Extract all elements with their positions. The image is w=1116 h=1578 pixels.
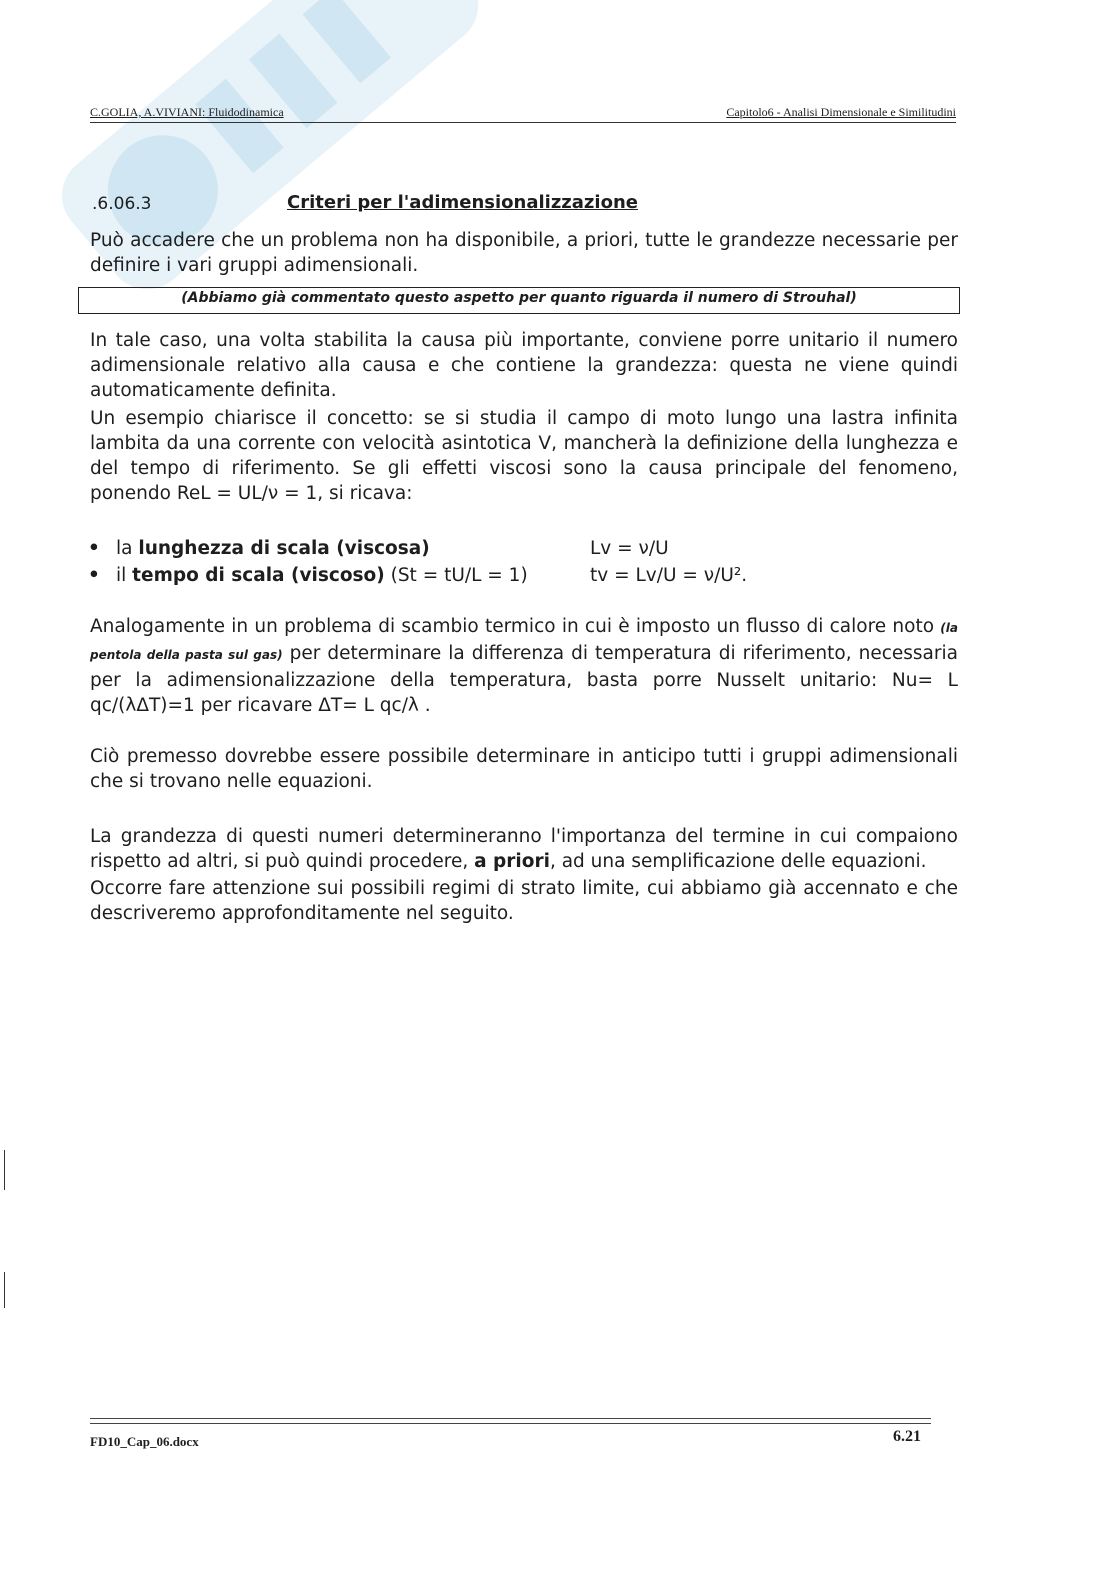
footer-filename: FD10_Cap_06.docx bbox=[90, 1434, 199, 1449]
footer-page-number: 6.21 bbox=[893, 1428, 921, 1445]
bullet-list bbox=[88, 538, 788, 592]
paragraph-6-emphasis: a priori bbox=[474, 851, 550, 872]
bullet-formula: Lv = ν/U bbox=[590, 538, 669, 559]
running-header bbox=[90, 100, 956, 123]
header-authors: C.GOLIA, A.VIVIANI: Fluidodinamica bbox=[90, 105, 284, 119]
section-heading bbox=[92, 192, 962, 220]
paragraph-1: Può accadere che un problema non ha disponibile, a priori, tutte le grandezze necessarie per definire i vari gruppi adimensionali. bbox=[90, 230, 958, 276]
bullet-formula: tv = Lv/U = ν/U². bbox=[590, 565, 748, 586]
paragraph-7: Occorre fare attenzione sui possibili regimi di strato limite, cui abbiamo già accennato e che descriveremo approfonditamente nel seguito. bbox=[90, 878, 958, 924]
paragraph-4-aside: (la pentola della pasta sul gas) bbox=[90, 621, 958, 662]
paragraph-6: La grandezza di questi numeri determineranno l'importanza del termine in cui compaiono rispetto ad altri, si può quindi procedere, a priori, ad una semplificazione delle equazioni. bbox=[90, 826, 958, 872]
section-title: Criteri per l'adimensionalizzazione bbox=[287, 192, 638, 213]
paragraph-5: Ciò premesso dovrebbe essere possibile determinare in anticipo tutti i gruppi adimensionali che si trovano nelle equazioni. bbox=[90, 746, 958, 792]
header-chapter: Capitolo6 - Analisi Dimensionale e Similitudini bbox=[726, 105, 956, 119]
section-number: .6.06.3 bbox=[92, 194, 152, 214]
paragraph-4: Analogamente in un problema di scambio termico in cui è imposto un flusso di calore noto (la pentola della pasta sul gas) per determinare la differenza di temperatura di riferimento, necessaria per la adimensionalizzazione della temperatura, basta porre Nusselt unitario: Nu= L qc/(λΔT)=1 per ricavare ΔT= L qc/λ . bbox=[90, 616, 958, 716]
bullet-term: la lunghezza di scala (viscosa) bbox=[116, 538, 430, 559]
scan-mark bbox=[4, 1272, 5, 1308]
footer-rule bbox=[90, 1418, 931, 1424]
bullet-dot-icon: • bbox=[88, 538, 100, 559]
bullet-item bbox=[88, 565, 788, 592]
paragraph-3: Un esempio chiarisce il concetto: se si studia il campo di moto lungo una lastra infinita lambita da una corrente con velocità asintotica V, mancherà la definizione della lunghezza e del tempo di riferimento. Se gli effetti viscosi sono la causa principale del fenomeno, ponendo ReL = UL/ν = 1, si ricava: bbox=[90, 408, 958, 504]
paragraph-2: In tale caso, una volta stabilita la causa più importante, conviene porre unitario il numero adimensionale relativo alla causa e che contiene la grandezza: questa ne viene quindi automaticamente definita. bbox=[90, 330, 958, 401]
bullet-dot-icon: • bbox=[88, 565, 100, 586]
bullet-term: il tempo di scala (viscoso) (St = tU/L = 1) bbox=[116, 565, 528, 586]
bullet-item bbox=[88, 538, 788, 565]
scan-mark bbox=[4, 1150, 5, 1190]
note-text: (Abbiamo già commentato questo aspetto per quanto riguarda il numero di Strouhal) bbox=[181, 290, 857, 306]
